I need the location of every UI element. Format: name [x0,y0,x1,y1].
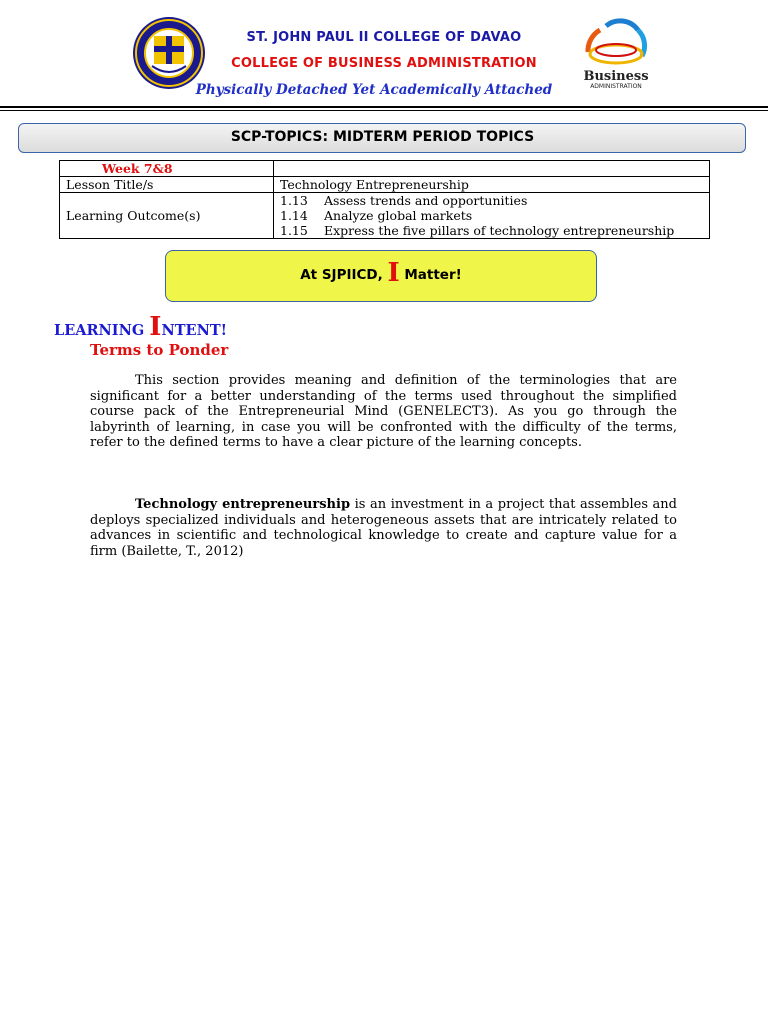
section-title: Terms to Ponder [90,341,229,359]
banner-suffix: Matter! [404,267,462,283]
defined-term: Technology entrepreneurship [135,497,351,512]
outcome-item [280,208,703,223]
outcome-number: 1.13 [280,193,308,208]
header-divider-thin [0,110,768,111]
banner-big-letter: I [387,258,400,288]
table-row [60,193,710,239]
outcome-number: 1.15 [280,223,308,238]
term-definition: is an investment in a project that assembles and deploys specialized individuals and heterogeneous assets that are intricately related to advances in scientific and technological knowledge to create and capture value for a firm (Bailette, T., 2012) [90,497,677,559]
college-name: COLLEGE OF BUSINESS ADMINISTRATION [231,56,537,71]
definition-paragraph [90,497,677,559]
header-divider [0,106,768,108]
intent-rest: NTENT! [161,322,227,339]
learning-outcome-list [274,193,710,239]
outcome-text: Express the five pillars of technology entrepreneurship [324,223,675,238]
outcome-text: Assess trends and opportunities [324,193,528,208]
learning-intent-heading [54,312,227,342]
table-row [60,161,710,177]
outcome-item [280,223,703,238]
outcome-item [280,193,703,208]
motto-banner-text [165,258,597,288]
week-value [274,161,710,177]
business-administration-logo [576,16,656,92]
outcome-text: Analyze global markets [324,208,473,223]
biz-logo-word: Business [583,69,649,84]
lesson-info-table [59,160,710,239]
biz-logo-subword: ADMINISTRATION [590,83,642,90]
learning-outcome-label: Learning Outcome(s) [60,193,274,239]
table-row [60,177,710,193]
week-label: Week 7&8 [60,161,274,177]
title-bar-text: SCP-TOPICS: MIDTERM PERIOD TOPICS [230,129,535,145]
school-name: ST. JOHN PAUL II COLLEGE OF DAVAO [246,30,522,45]
lesson-title-label: Lesson Title/s [60,177,274,193]
motto: Physically Detached Yet Academically Attached [195,82,553,98]
lesson-title-value: Technology Entrepreneurship [274,177,710,193]
college-seal-logo [130,16,208,90]
outcome-number: 1.14 [280,208,308,223]
banner-prefix: At SJPIICD, [300,267,383,283]
intro-paragraph: This section provides meaning and definition of the terminologies that are significant for a better understanding of the terms used throughout the simplified course pack of the Entrepreneurial Mind (GENELECT3). As you go through the labyrinth of learning, in case you will be confronted with the difficulty of the terms, refer to the defined terms to have a clear picture of the learning concepts. [90,373,677,450]
intent-cap-letter: I [149,312,162,342]
intent-word1: LEARNING [54,322,145,339]
